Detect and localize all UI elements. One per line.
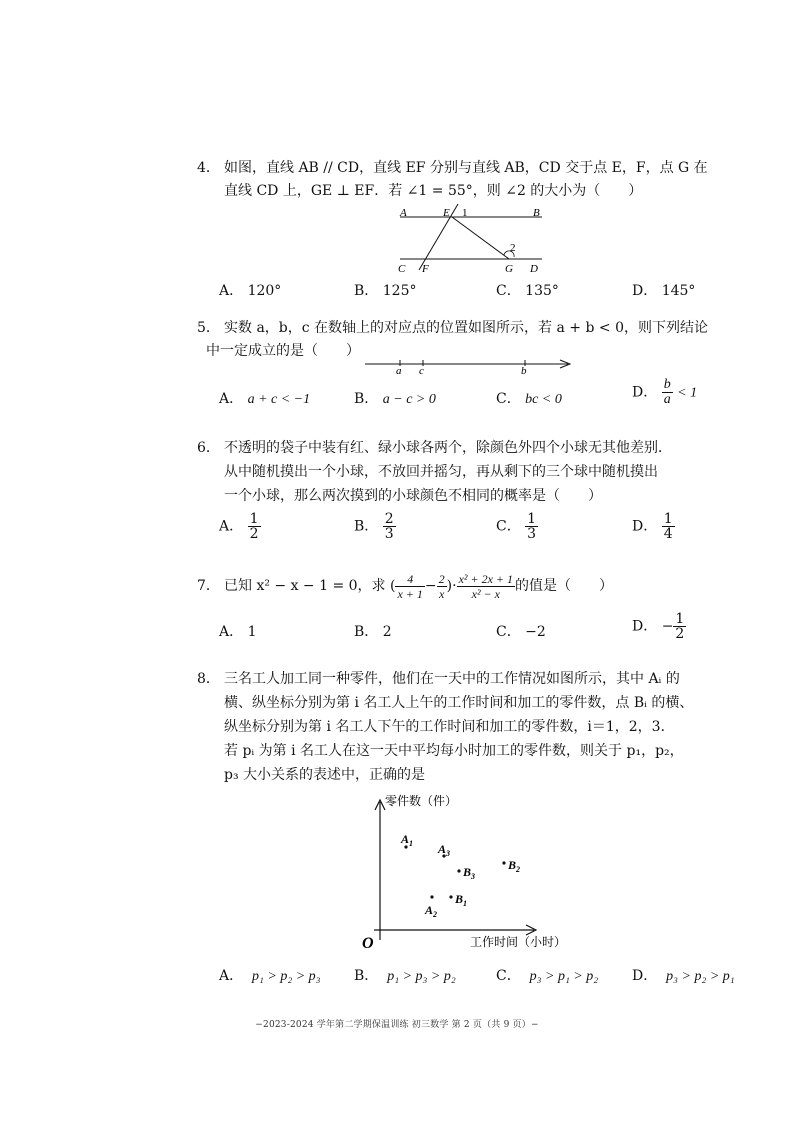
- option-text: 120°: [247, 283, 282, 299]
- q5-option-b[interactable]: [354, 388, 436, 408]
- option-letter: C．: [496, 391, 521, 407]
- x-axis-label: 工作时间（小时）: [470, 935, 567, 949]
- q4-option-b[interactable]: [354, 280, 416, 300]
- q6-option-b[interactable]: [354, 512, 396, 541]
- option-text: p₁ > p₃ > p₂: [387, 969, 456, 984]
- q7-number: 7．: [197, 578, 220, 594]
- option-letter: A．: [219, 283, 244, 299]
- tick-b: b: [521, 365, 527, 376]
- denominator: a: [663, 392, 671, 407]
- numerator: 1: [675, 611, 685, 627]
- tick-a: a: [396, 365, 402, 376]
- q8-text-line4: 若 pᵢ 为第 i 名工人在这一天中平均每小时加工的零件数，则关于 p₁，p₂，: [224, 743, 684, 759]
- option-text: −2: [525, 624, 546, 640]
- q5-number: 5．: [197, 320, 220, 336]
- option-letter: B．: [354, 518, 379, 535]
- option-letter: D．: [632, 384, 658, 401]
- option-text: 145°: [661, 283, 696, 299]
- option-letter: A．: [219, 968, 244, 984]
- option-letter: C．: [496, 518, 521, 535]
- option-text: 125°: [382, 283, 417, 299]
- numerator: 4: [395, 572, 424, 587]
- label-a1: $A_1$: [401, 832, 414, 848]
- line-ef: [419, 204, 458, 270]
- option-tail: < 1: [677, 385, 698, 401]
- option-letter: B．: [354, 968, 379, 984]
- option-text: 135°: [525, 283, 559, 299]
- label-angle-1: 1: [462, 207, 468, 219]
- denominator: x: [438, 586, 445, 601]
- fraction: [662, 378, 673, 407]
- fraction: [437, 572, 447, 601]
- option-letter: D．: [632, 283, 658, 299]
- q8-scatter-figure: [358, 788, 588, 956]
- denominator: 2: [675, 626, 685, 642]
- option-letter: B．: [354, 283, 379, 299]
- option-letter: D．: [632, 618, 658, 635]
- option-letter: B．: [354, 624, 379, 640]
- q7-option-a[interactable]: [219, 621, 257, 641]
- option-letter: D．: [632, 518, 658, 535]
- option-letter: D．: [632, 968, 658, 984]
- q8-option-b[interactable]: [354, 965, 456, 985]
- option-letter: B．: [354, 391, 379, 407]
- numerator: 2: [384, 511, 394, 527]
- y-axis-label: 零件数（件）: [385, 794, 458, 808]
- denominator: 2: [249, 526, 259, 542]
- numerator: 1: [663, 511, 673, 527]
- label-b: B: [533, 207, 540, 219]
- q4-text-line1: 如图，直线 AB // CD，直线 EF 分别与直线 AB，CD 交于点 E，F，点 G 在: [224, 160, 708, 176]
- numerator: 2: [438, 571, 445, 586]
- option-letter: C．: [496, 968, 521, 984]
- q5-number-line: [360, 354, 580, 376]
- option-text: p₃ > p₂ > p₁: [666, 969, 735, 984]
- point-b2: [502, 861, 505, 864]
- denominator: x² − x: [471, 586, 500, 601]
- q8-option-a[interactable]: [219, 965, 321, 985]
- point-a2: [430, 895, 433, 898]
- q7-post: 的值是（ ）: [515, 578, 614, 594]
- q6-text-line2: 从中随机摸出一个小球，不放回并摇匀，再从剩下的三个球中随机摸出: [224, 464, 658, 480]
- label-b2: $B_2$: [508, 858, 521, 874]
- q4-number: 4．: [197, 160, 220, 176]
- q8-text-line1: 三名工人加工同一种零件，他们在一天中的工作情况如图所示，其中 Aᵢ 的: [224, 671, 680, 687]
- q8-option-c[interactable]: [496, 965, 598, 985]
- option-text: 2: [382, 624, 392, 640]
- q7-text: [224, 568, 613, 604]
- option-text: 1: [247, 624, 257, 640]
- q6-option-c[interactable]: [496, 512, 538, 541]
- option-text: bc < 0: [525, 392, 562, 407]
- minus-sign: −: [424, 578, 437, 594]
- q8-text-line5: p₃ 大小关系的表述中，正确的是: [224, 767, 426, 783]
- page-footer: −2023-2024 学年第二学期保温训练 初三数学 第 2 页（共 9 页）−: [255, 1020, 539, 1030]
- fraction: [673, 612, 686, 641]
- q5-text-line1: 实数 a，b，c 在数轴上的对应点的位置如图所示，若 a + b < 0，则下列结论: [224, 320, 708, 336]
- fraction: [662, 512, 675, 541]
- q6-text-line1: 不透明的袋子中装有红、绿小球各两个，除颜色外四个小球无其他差别．: [224, 440, 672, 456]
- tick-c: c: [419, 365, 424, 376]
- label-b1: $B_1$: [455, 892, 468, 908]
- option-letter: A．: [219, 391, 244, 407]
- label-a3: $A_3$: [438, 842, 451, 858]
- fraction: [525, 512, 538, 541]
- q8-number: 8．: [197, 671, 220, 687]
- label-b3: $B_3$: [463, 865, 476, 881]
- q6-option-a[interactable]: [219, 512, 261, 541]
- numerator: b: [663, 377, 671, 392]
- q8-text-line3: 纵坐标分别为第 i 名工人下午的工作时间和加工的零件数，i＝1，2，3．: [224, 719, 675, 735]
- denominator: x + 1: [397, 586, 423, 601]
- numerator: 1: [527, 511, 537, 527]
- label-g: G: [505, 263, 513, 275]
- q4-option-c[interactable]: [496, 280, 559, 300]
- dot-sign: )·: [446, 578, 457, 594]
- q4-option-d[interactable]: [632, 280, 695, 300]
- origin-label: O: [362, 935, 374, 952]
- fraction: [395, 572, 424, 601]
- denominator: 3: [527, 526, 537, 542]
- q7-option-d[interactable]: [632, 612, 686, 641]
- option-text: a − c > 0: [382, 392, 436, 407]
- option-letter: C．: [496, 283, 521, 299]
- label-f: F: [422, 263, 429, 275]
- label-a: A: [400, 207, 407, 219]
- q5-option-c[interactable]: [496, 388, 562, 408]
- line-ge: [452, 217, 509, 259]
- numerator: 1: [249, 511, 259, 527]
- q7-option-c[interactable]: [496, 621, 546, 641]
- q5-option-a[interactable]: [219, 388, 310, 408]
- point-b1: [449, 895, 452, 898]
- fraction: [383, 512, 396, 541]
- fraction: [248, 512, 261, 541]
- q4-parallel-lines-figure: [392, 200, 552, 276]
- option-letter: A．: [219, 518, 244, 535]
- option-letter: C．: [496, 624, 521, 640]
- q6-text-line3: 一个小球，那么两次摸到的小球颜色不相同的概率是（ ）: [224, 488, 602, 504]
- denominator: 4: [663, 526, 673, 542]
- q5-option-d[interactable]: [632, 378, 697, 407]
- fraction: [457, 572, 515, 601]
- option-text: a + c < −1: [247, 392, 311, 407]
- q4-option-a[interactable]: [219, 280, 281, 300]
- q8-text-line2: 横、纵坐标分别为第 i 名工人上午的工作时间和加工的零件数，点 Bᵢ 的横、: [224, 695, 694, 711]
- option-text: p₃ > p₁ > p₂: [529, 969, 599, 984]
- numerator: x² + 2x + 1: [458, 571, 514, 586]
- label-c: C: [398, 263, 406, 275]
- q4-text-line2: 直线 CD 上，GE ⊥ EF．若 ∠1 = 55°，则 ∠2 的大小为（ ）: [224, 183, 643, 199]
- label-angle-2: 2: [510, 242, 516, 254]
- label-a2: $A_2$: [425, 903, 438, 919]
- q5-text-line2: 中一定成立的是（ ）: [206, 343, 360, 359]
- option-text: p₁ > p₂ > p₃: [252, 969, 321, 984]
- option-letter: A．: [219, 624, 244, 640]
- denominator: 3: [384, 526, 394, 542]
- point-b3: [457, 869, 460, 872]
- minus-sign: −: [661, 618, 674, 635]
- label-d: D: [530, 263, 538, 275]
- label-e: E: [443, 207, 450, 219]
- q8-option-d[interactable]: [632, 965, 735, 985]
- q6-number: 6．: [197, 440, 220, 456]
- q7-option-b[interactable]: [354, 621, 392, 641]
- q7-pre: 已知 x² − x − 1 = 0，求 (: [224, 578, 396, 594]
- q6-option-d[interactable]: [632, 512, 675, 541]
